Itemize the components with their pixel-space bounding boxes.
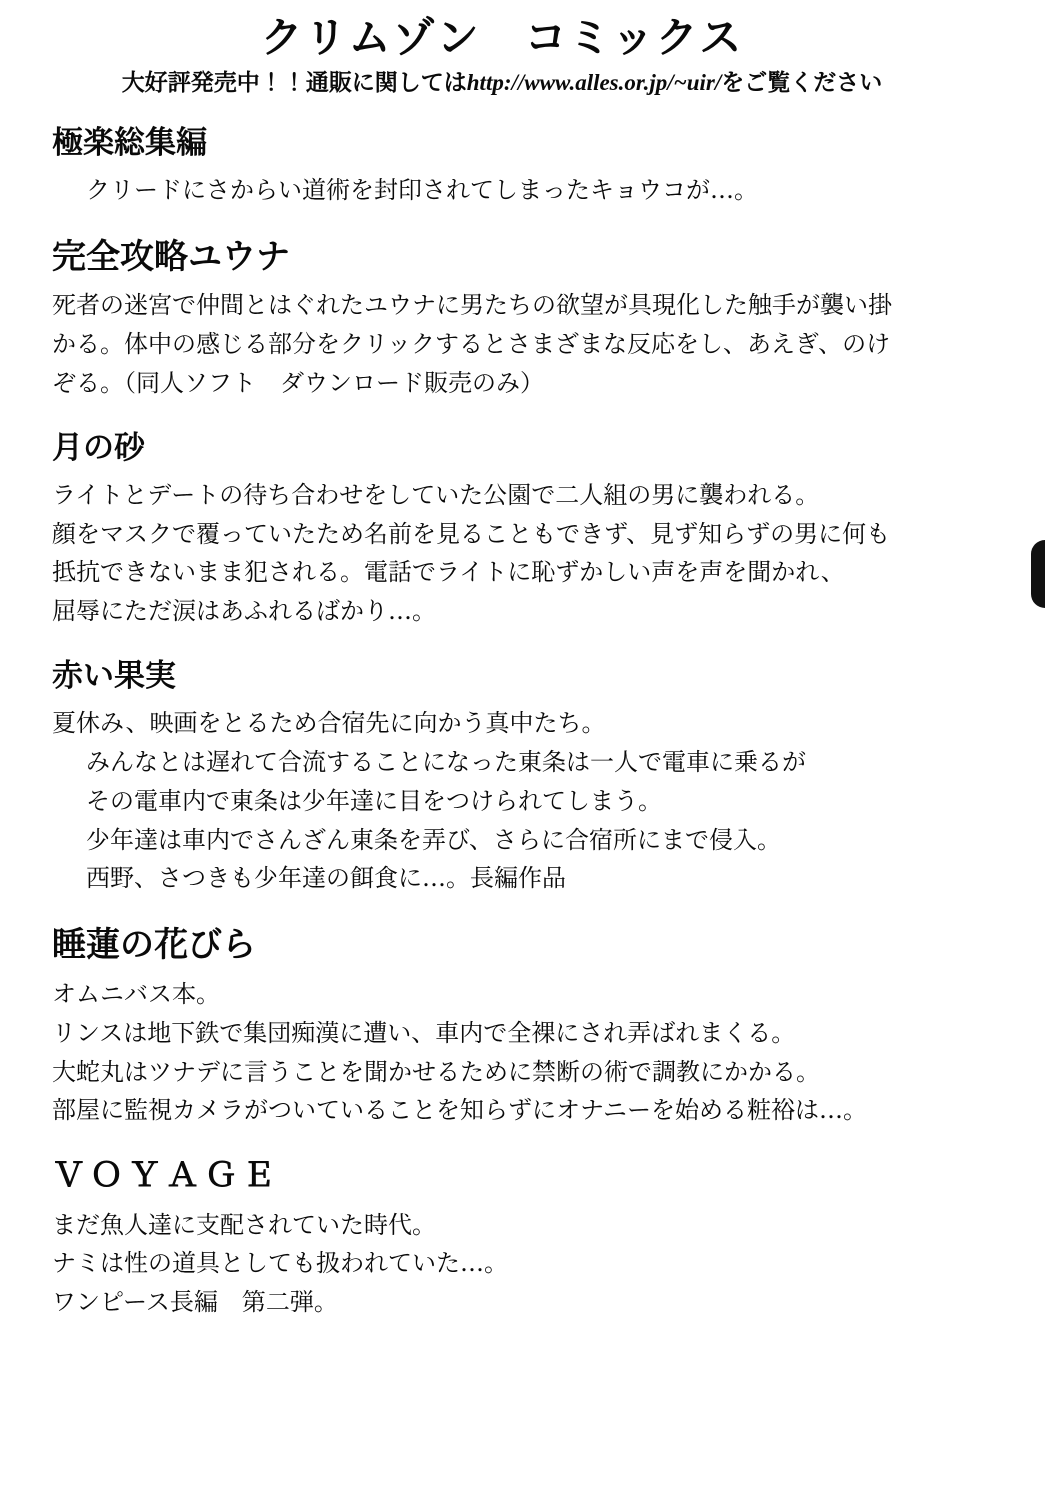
section-line: ワンピース長編 第二弾。 [52, 1288, 338, 1317]
section-line: 顔をマスクで覆っていたため名前を見ることもできず、見ず知らずの男に何も [52, 519, 891, 548]
section-line: オムニバス本。 [52, 979, 220, 1008]
section-line: その電車内で東条は少年達に目をつけられてしまう。 [86, 786, 662, 815]
section-line: 西野、さつきも少年達の餌食に…。長編作品 [86, 864, 566, 893]
document-content [52, 14, 952, 1332]
section-line: 抵抗できないまま犯される。電話でライトに恥ずかしい声を声を聞かれ、 [52, 558, 845, 587]
section-line: みんなとは遅れて合流することになった東条は一人で電車に乗るが [86, 747, 806, 776]
section-line: ぞる。（同人ソフト ダウンロード販売のみ） [52, 369, 544, 398]
section-line: ナミは性の道具としても扱われていた…。 [52, 1249, 508, 1278]
section-line: 死者の迷宮で仲間とはぐれたユウナに男たちの欲望が具現化した触手が襲い掛 [52, 291, 892, 320]
section-voyage [52, 1156, 952, 1322]
section-tsuki-no-suna [52, 429, 952, 631]
section-line: まだ魚人達に支配されていた時代。 [52, 1210, 436, 1239]
section-akai-kajitsu [52, 657, 952, 898]
section-line: クリードにさからい道術を封印されてしまったキョウコが…。 [86, 175, 758, 204]
page-edge-mark [1031, 540, 1045, 608]
section-heading: 睡蓮の花びら [52, 925, 256, 966]
section-line: 夏休み、映画をとるため合宿先に向かう真中たち。 [52, 708, 606, 737]
section-heading: ＶＯＹＡＧＥ [52, 1158, 280, 1195]
section-line: 大蛇丸はツナデに言うことを聞かせるために禁断の術で調教にかかる。 [52, 1057, 820, 1086]
section-line: 部屋に監視カメラがついていることを知らずにオナニーを始める粧裕は…。 [52, 1096, 868, 1125]
page-subtitle [52, 68, 952, 98]
section-line: 少年達は車内でさんざん東条を弄び、さらに合宿所にまで侵入。 [86, 825, 782, 854]
section-line: リンスは地下鉄で集団痴漢に遭い、車内で全裸にされ弄ばれまくる。 [52, 1018, 796, 1047]
subtitle-suffix: をご覧ください [721, 69, 883, 97]
page-title: クリムゾン コミックス [260, 13, 744, 62]
section-kanzen-kouryaku-yuna [52, 236, 952, 403]
section-line: 屈辱にただ涙はあふれるばかり…。 [52, 597, 436, 626]
section-heading: 極楽総集編 [52, 125, 207, 162]
section-line: ライトとデートの待ち合わせをしていた公園で二人組の男に襲われる。 [52, 480, 820, 509]
website-url[interactable]: http://www.alles.or.jp/~uir/ [466, 70, 722, 96]
section-heading: 月の砂 [52, 429, 145, 466]
section-gokuraku [52, 124, 952, 210]
section-line: かる。体中の感じる部分をクリックするとさまざまな反応をし、あえぎ、のけ [52, 330, 891, 359]
section-heading: 赤い果実 [52, 658, 176, 695]
section-suiren-no-hanabira [52, 924, 952, 1130]
section-heading: 完全攻略ユウナ [52, 236, 290, 277]
subtitle-prefix: 大好評発売中！！通販に関しては [121, 69, 467, 97]
